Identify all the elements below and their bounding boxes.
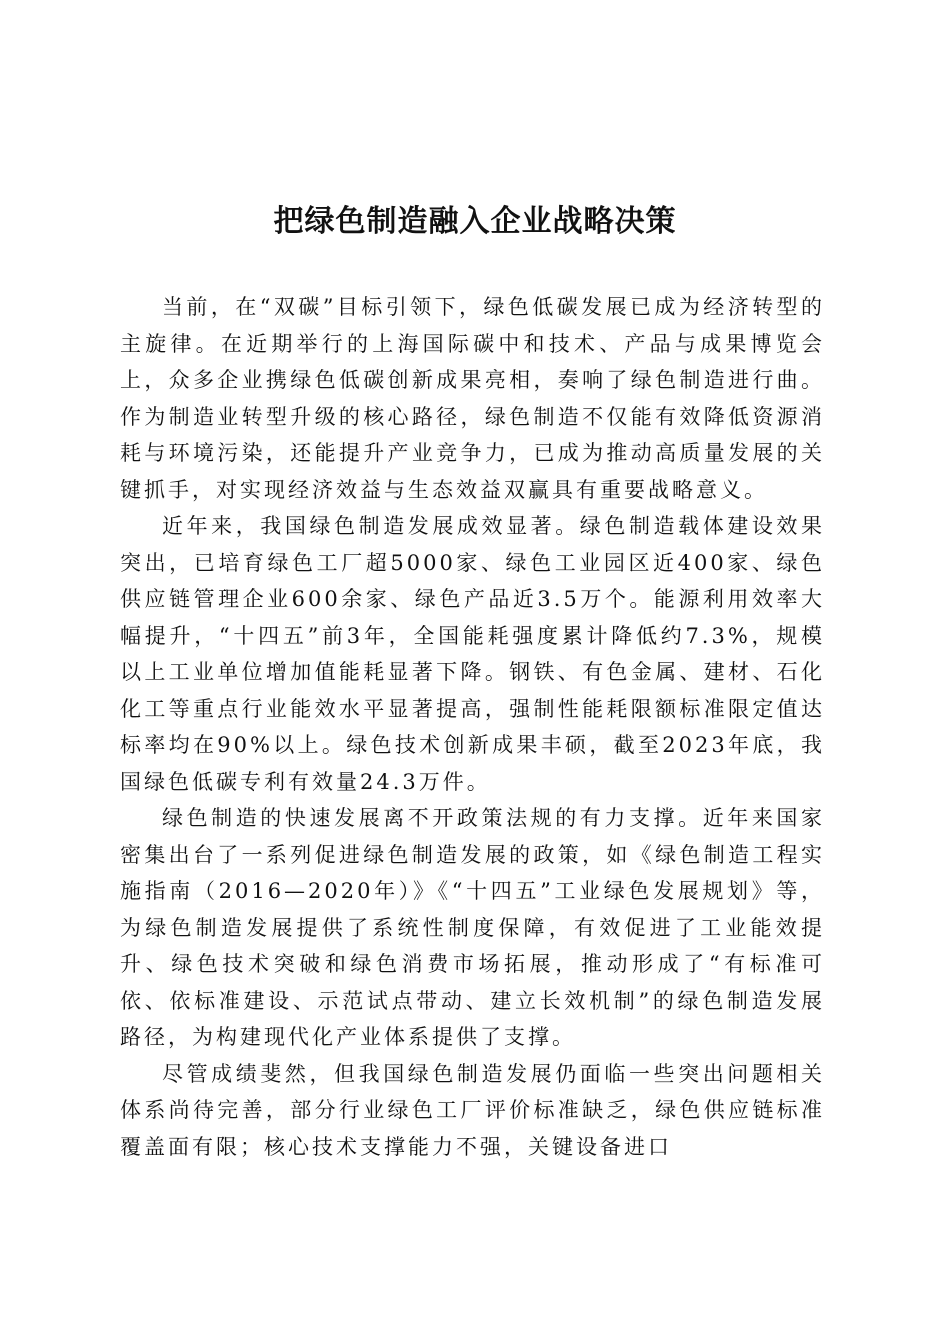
paragraph-1: 当前，在“双碳”目标引领下，绿色低碳发展已成为经济转型的主旋律。在近期举行的上海国际碳中和技术、产品与成果博览会上，众多企业携绿色低碳创新成果亮相，奏响了绿色制造进行曲。作为制造业转型升级的核心路径，绿色制造不仅能有效降低资源消耗与环境污染，还能提升产业竞争力，已成为推动高质量发展的关键抓手，对实现经济效益与生态效益双赢具有重要战略意义。 — [120, 295, 825, 502]
paragraph-2: 近年来，我国绿色制造发展成效显著。绿色制造载体建设效果突出，已培育绿色工厂超5000家、绿色工业园区近400家、绿色供应链管理企业600余家、绿色产品近3.5万个。能源利用效率大幅提升，“十四五”前3年，全国能耗强度累计降低约7.3%，规模以上工业单位增加值能耗显著下降。钢铁、有色金属、建材、石化化工等重点行业能效水平显著提高，强制性能耗限额标准限定值达标率均在90%以上。绿色技术创新成果丰硕，截至2023年底，我国绿色低碳专利有效量24.3万件。 — [120, 514, 825, 794]
paragraph-3: 绿色制造的快速发展离不开政策法规的有力支撑。近年来国家密集出台了一系列促进绿色制造发展的政策，如《绿色制造工程实施指南（2016—2020年）》《“十四五”工业绿色发展规划》等，为绿色制造发展提供了系统性制度保障，有效促进了工业能效提升、绿色技术突破和绿色消费市场拓展，推动形成了“有标准可依、依标准建设、示范试点带动、建立长效机制”的绿色制造发展路径，为构建现代化产业体系提供了支撑。 — [120, 806, 825, 1049]
paragraph-4: 尽管成绩斐然，但我国绿色制造发展仍面临一些突出问题相关体系尚待完善，部分行业绿色工厂评价标准缺乏，绿色供应链标准覆盖面有限；核心技术支撑能力不强，关键设备进口 — [120, 1061, 825, 1159]
document-title: 把绿色制造融入企业战略决策 — [273, 204, 677, 239]
document-body — [120, 289, 825, 1165]
